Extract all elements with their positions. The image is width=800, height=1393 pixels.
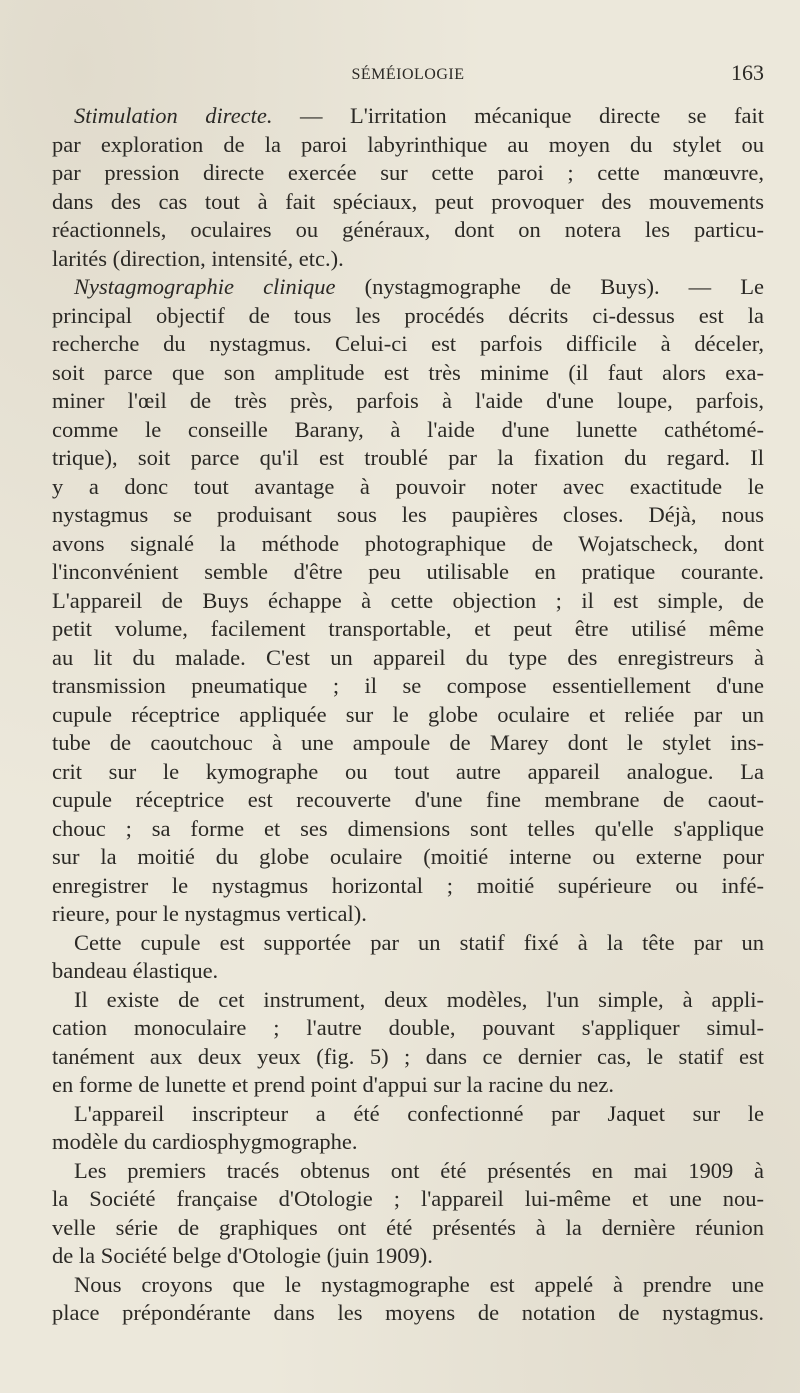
text-line: dans des cas tout à fait spéciaux, peut provoquer des mouvements <box>52 188 764 214</box>
text-line: cupule réceptrice appliquée sur le globe oculaire et reliée par un <box>52 701 764 727</box>
text-line: larités (direction, intensité, etc.). <box>52 245 344 271</box>
text-line: de la Société belge d'Otologie (juin 1909). <box>52 1243 433 1268</box>
text-line: bandeau élastique. <box>52 958 219 983</box>
section-lead: Stimulation directe. <box>74 103 273 128</box>
text-line: rieure, pour le nystagmus vertical). <box>52 901 367 926</box>
text-line: petit volume, facilement transportable, et peut être utilisé même <box>52 616 764 641</box>
text-line: principal objectif de tous les procédés décrits ci-dessus est la <box>52 302 764 328</box>
text-line: soit parce que son amplitude est très minime (il faut alors exa- <box>52 359 764 385</box>
running-head <box>52 60 764 90</box>
section-lead: Nystagmographie clinique <box>74 274 336 299</box>
body-text <box>52 102 764 1328</box>
text-line: L'appareil de Buys échappe à cette objection ; il est simple, de <box>52 587 764 613</box>
text-line: transmission pneumatique ; il se compose essentiellement d'une <box>52 673 764 698</box>
text-line: par pression directe exercée sur cette paroi ; cette manœuvre, <box>52 160 764 185</box>
text-line: réactionnels, oculaires ou généraux, dont on notera les particu- <box>52 217 764 242</box>
text-line: enregistrer le nystagmus horizontal ; moitié supérieure ou infé- <box>52 872 764 898</box>
text-line: Cette cupule est supportée par un statif fixé à la tête par un <box>74 929 764 955</box>
text-line: modèle du cardiosphygmographe. <box>52 1129 358 1154</box>
text-line: sur la moitié du globe oculaire (moitié interne ou externe pour <box>52 844 764 869</box>
text-line: velle série de graphiques ont été présentés à la dernière réunion <box>52 1214 764 1240</box>
text-line: la Société française d'Otologie ; l'appareil lui-même et une nou- <box>52 1186 764 1211</box>
text-line: y a donc tout avantage à pouvoir noter avec exactitude le <box>52 473 764 499</box>
text-line: nystagmus se produisant sous les paupières closes. Déjà, nous <box>52 502 764 527</box>
text-line: par exploration de la paroi labyrinthique au moyen du stylet ou <box>52 131 764 157</box>
text-line: Les premiers tracés obtenus ont été présentés en mai 1909 à <box>74 1157 764 1183</box>
text-line: cation monoculaire ; l'autre double, pouvant s'appliquer simul- <box>52 1015 764 1040</box>
text-line: chouc ; sa forme et ses dimensions sont telles qu'elle s'applique <box>52 815 764 841</box>
text-line: Stimulation directe. — L'irritation mécanique directe se fait <box>74 103 765 128</box>
text-line: Nous croyons que le nystagmographe est appelé à prendre une <box>74 1271 764 1297</box>
text-line: en forme de lunette et prend point d'appui sur la racine du nez. <box>52 1072 614 1097</box>
text-line: comme le conseille Barany, à l'aide d'une lunette cathétomé- <box>52 416 764 442</box>
page-number: 163 <box>731 60 764 85</box>
text-line: avons signalé la méthode photographique de Wojatscheck, dont <box>52 530 764 556</box>
running-title: SÉMÉIOLOGIE <box>351 66 465 83</box>
text-line: place prépondérante dans les moyens de notation de nystagmus. <box>52 1300 764 1325</box>
text-line: recherche du nystagmus. Celui-ci est parfois difficile à déceler, <box>52 331 764 356</box>
text-line: cupule réceptrice est recouverte d'une fine membrane de caout- <box>52 787 764 812</box>
text-line: tube de caoutchouc à une ampoule de Marey dont le stylet ins- <box>52 730 764 755</box>
text-line: tanément aux deux yeux (fig. 5) ; dans ce dernier cas, le statif est <box>52 1043 764 1069</box>
text-line: Il existe de cet instrument, deux modèles, l'un simple, à appli- <box>74 986 764 1012</box>
text-line: crit sur le kymographe ou tout autre appareil analogue. La <box>52 758 764 784</box>
text-line: au lit du malade. C'est un appareil du type des enregistreurs à <box>52 644 764 670</box>
text-line: miner l'œil de très près, parfois à l'aide d'une loupe, parfois, <box>52 388 764 413</box>
text-line: L'appareil inscripteur a été confectionné par Jaquet sur le <box>74 1100 764 1126</box>
text-line: trique), soit parce qu'il est troublé par la fixation du regard. Il <box>52 445 764 470</box>
text-line: l'inconvénient semble d'être peu utilisable en pratique courante. <box>52 559 764 584</box>
text-line: Nystagmographie clinique (nystagmographe de Buys). — Le <box>74 274 764 299</box>
